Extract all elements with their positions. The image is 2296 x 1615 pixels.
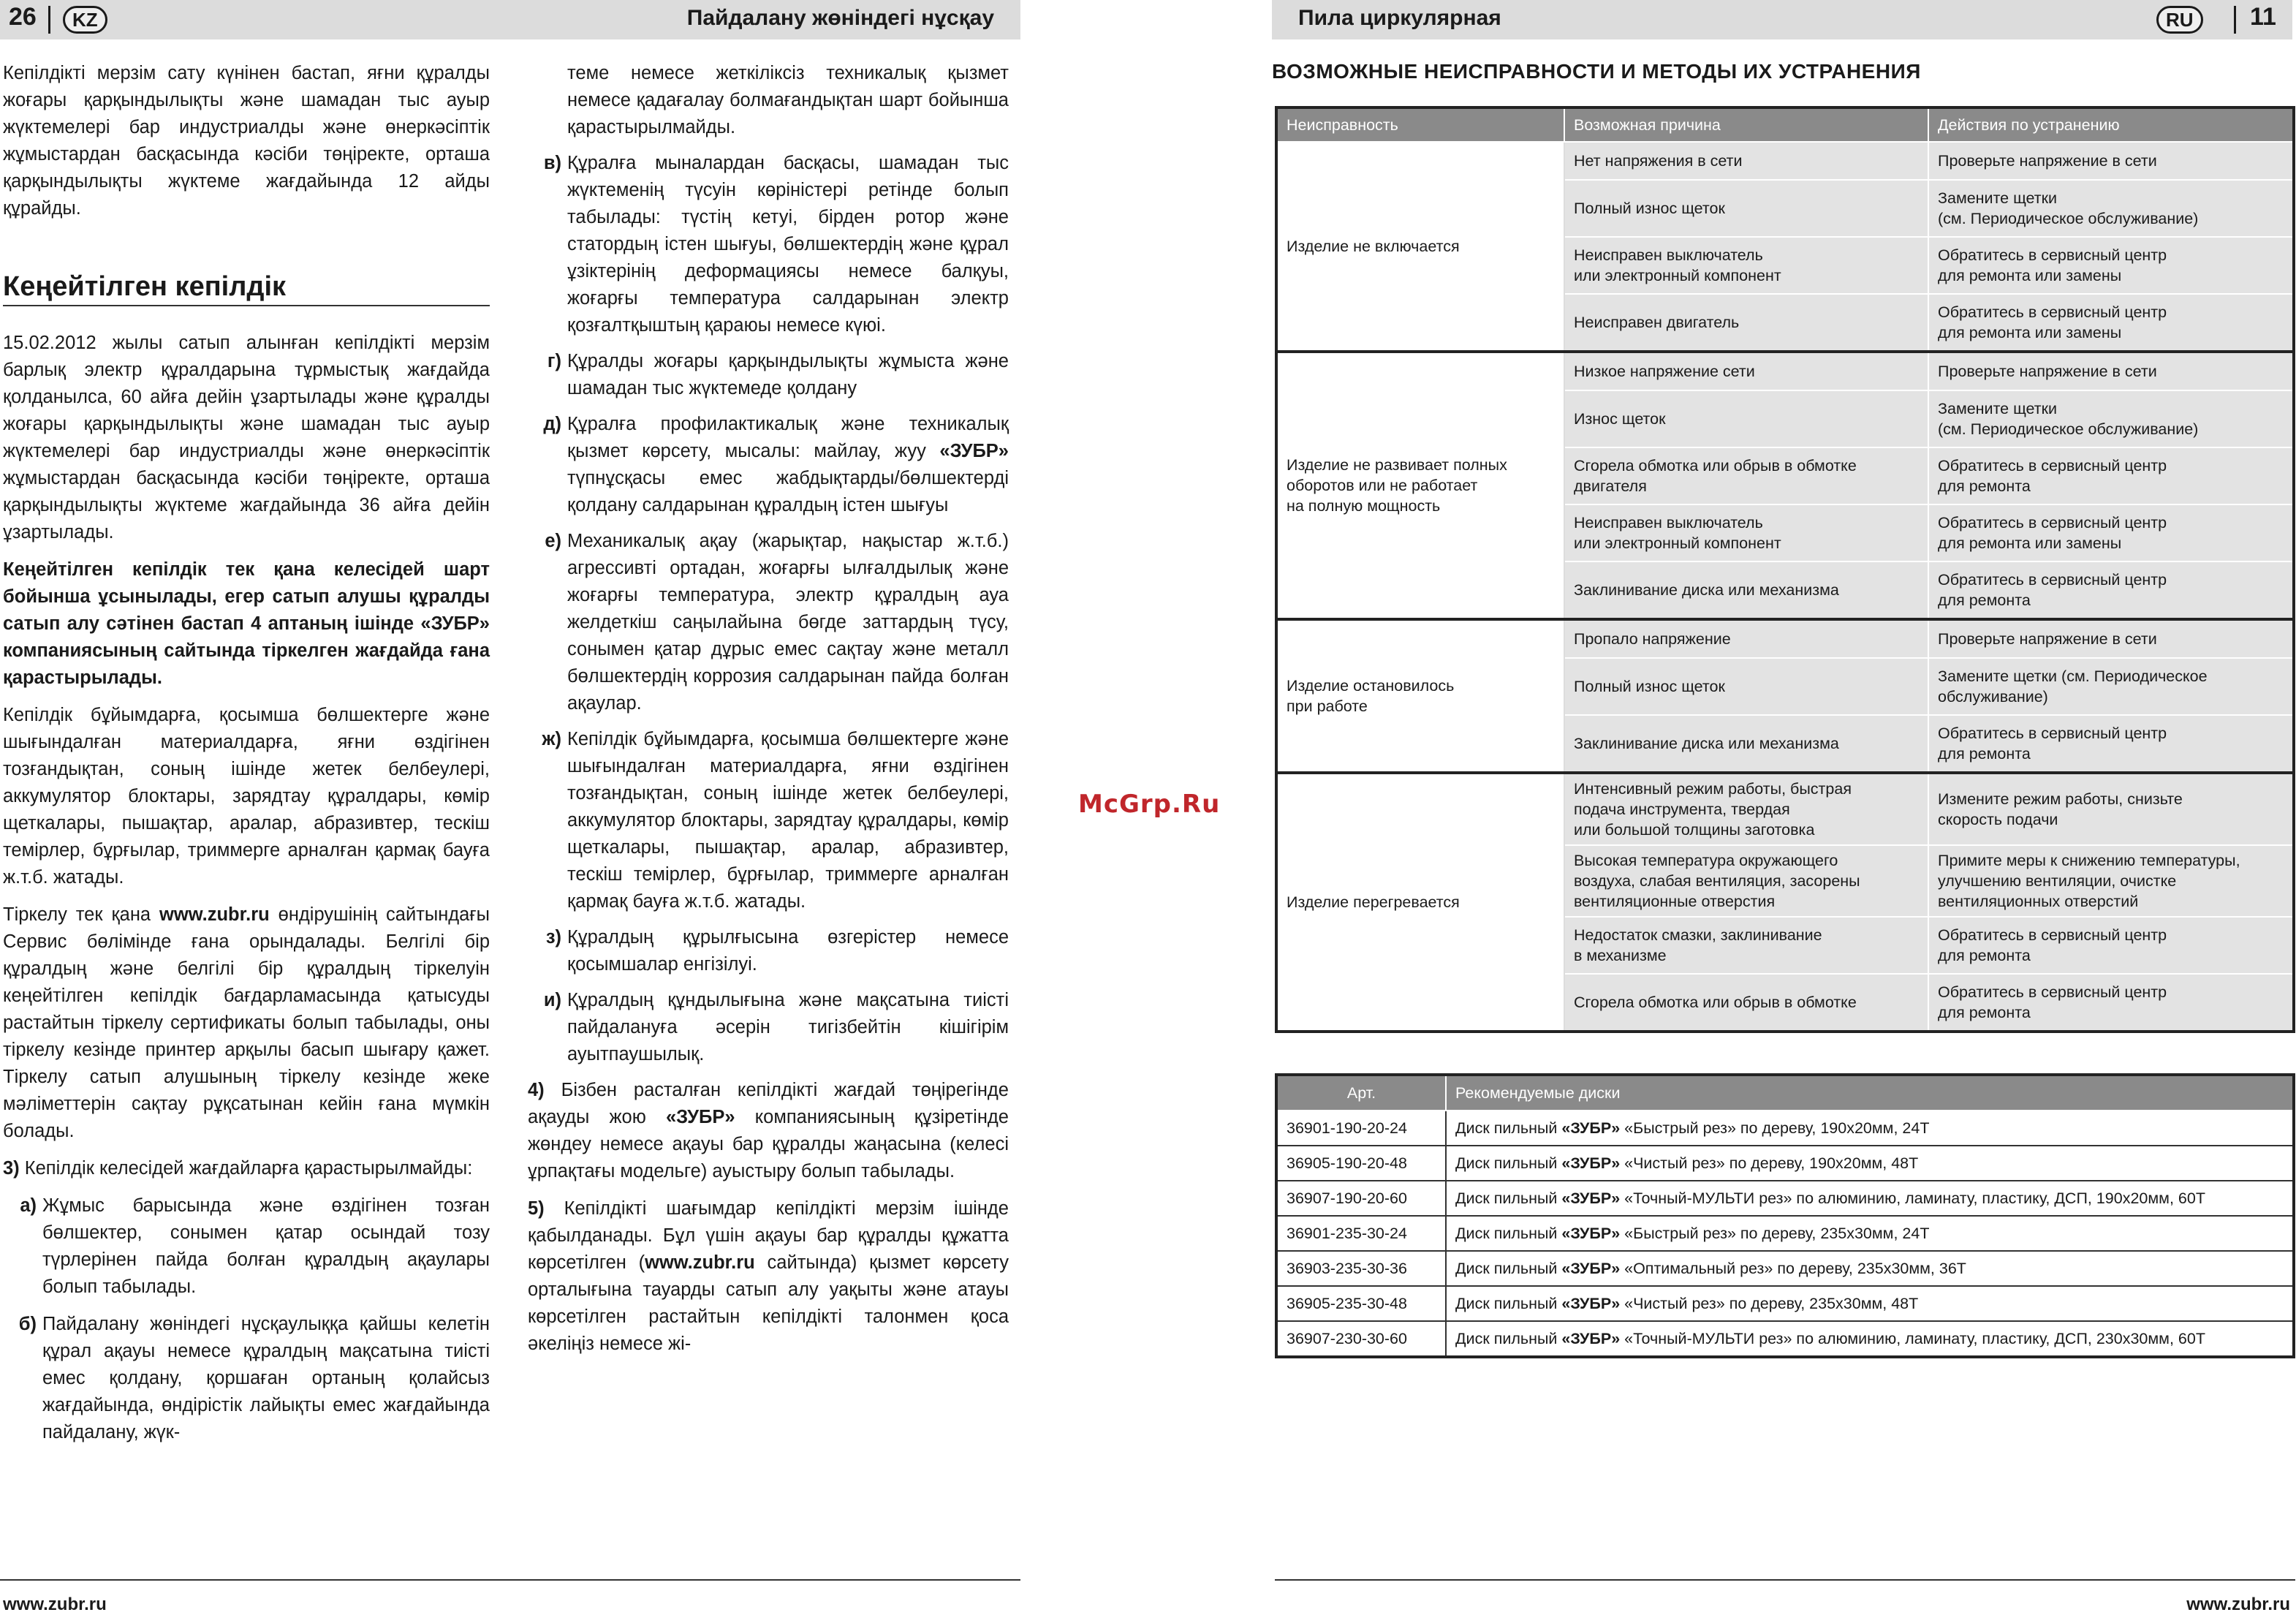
list-text: Құралға мыналардан басқасы, шамадан тыс жүктеменің түсуін көріністері ретінде болып табылады: түстің кетуі, бірден ротор және статордың істен шығуы, бөлшектердің және құрал ұзіктерінің деформациясы немесе балқуы, жоғарғы температура салдарынан электр қозғалтқыштың қараюы немесе күюі. (567, 153, 1009, 336)
right-lang-badge: RU (2156, 6, 2203, 34)
list-item-i (528, 987, 1009, 1068)
table-row (1276, 1251, 2294, 1286)
disc-cell (1446, 1216, 2294, 1251)
disc-text-post: «Точный-МУЛЬТИ рез» по алюминию, ламинату, пластику, ДСП, 190х20мм, 60Т (1620, 1189, 2205, 1207)
list-marker: ж) (542, 729, 561, 749)
cause-cell: Заклинивание диска или механизма (1564, 715, 1928, 773)
disc-text-pre: Диск пильный (1455, 1295, 1562, 1312)
list-text: Пайдалану жөніндегі нұсқаулыққа қайшы келетін құрал ақауы немесе құралдың мақсатына тиісті емес қолдану, қоршаған ортаның қолайсыз жағдайында, өндірістік лайықты емес жағдайында пайдалану, жүк- (42, 1314, 490, 1442)
action-cell: Обратитесь в сервисный центр для ремонта (1928, 974, 2294, 1032)
art-cell: 36903-235-30-36 (1276, 1251, 1446, 1286)
table-row (1276, 142, 2294, 180)
action-cell: Проверьте напряжение в сети (1928, 142, 2294, 180)
list-marker: б) (18, 1314, 37, 1334)
list-marker: д) (543, 414, 561, 434)
list-marker: в) (543, 153, 561, 173)
cause-cell: Низкое напряжение сети (1564, 352, 1928, 390)
left-header-title: Пайдалану жөніндегі нұсқау (686, 6, 994, 30)
action-cell: Обратитесь в сервисный центр для ремонта или замены (1928, 294, 2294, 352)
table-row (1276, 1286, 2294, 1321)
registration-paragraph (3, 901, 490, 1145)
cause-cell: Сгорела обмотка или обрыв в обмотке двигателя (1564, 447, 1928, 504)
disc-text-pre: Диск пильный (1455, 1154, 1562, 1172)
discs-table (1275, 1073, 2295, 1358)
cause-cell: Неисправен выключатель или электронный компонент (1564, 237, 1928, 294)
list-text: Кепілдік бұйымдарға, қосымша бөлшектерге және шығындалған материалдарға, яғни өздігінен тозғандықтан, соның ішінде жетек белбеулері, аккумулятор блоктары, зарядтау құралдары, көмір щеткалары, пышақтар, аралар, абразивтер, тескіш темірлер, бұрғылар, триммерге арналған қармақ бауға ж.т.б. жатады. (567, 729, 1009, 912)
paragraph-number: 4) (528, 1080, 545, 1100)
cause-cell: Недостаток смазки, заклинивание в механизме (1564, 917, 1928, 974)
left-column-2 (528, 60, 1009, 1368)
disc-text-post: «Точный-МУЛЬТИ рез» по алюминию, ламинату, пластику, ДСП, 230х30мм, 60Т (1620, 1330, 2205, 1347)
brand-name: «ЗУБР» (1561, 1295, 1621, 1312)
list-text: Жұмыс барысында және өздігінен тозған бөлшектер, сонымен қатар осындай тозу түрлерінен пайда болған құралдың ақаулары болып табылады. (42, 1195, 490, 1297)
exclusions-intro (3, 1155, 490, 1182)
table-row (1276, 1111, 2294, 1146)
troubleshooting-table (1275, 106, 2295, 1033)
list-text (567, 411, 1009, 519)
section-heading: Кеңейтілген кепілдік (3, 271, 287, 302)
disc-text-post: «Оптимальный рез» по дереву, 235х30мм, 36Т (1620, 1260, 1966, 1277)
action-cell: Измените режим работы, снизьте скорость подачи (1928, 773, 2294, 845)
list-marker: г) (547, 351, 561, 371)
condition-bold-text: Кеңейтілген кепілдік тек қана келесідей шарт бойынша ұсынылады, егер сатып алушы құралды сатып алу сәтінен бастап 4 аптаның ішінде «ЗУБР» компаниясының сайтында тіркелген жағдайда ғана қарастырылады. (3, 559, 490, 688)
paragraph-text-a: Бізбен расталған кепілдікті жағдай төңірегінде ақауды жою (528, 1080, 1009, 1127)
disc-text-pre: Диск пильный (1455, 1189, 1562, 1207)
consumables-paragraph: Кепілдік бұйымдарға, қосымша бөлшектерге және шығындалған материалдарға, яғни өздігінен тозғандықтан, соның ішінде жетек белбеулері, аккумулятор блоктары, зарядтау құралдары, көмір щеткалары, пышақтар, аралар, абразивтер, тескіш темірлер, бұрғылар, триммерге арналған қармақ бауға ж.т.б. жатады. (3, 705, 490, 888)
discs-body (1276, 1111, 2294, 1357)
list-marker: и) (543, 990, 561, 1010)
right-page (1272, 0, 2296, 1615)
action-cell: Проверьте напряжение в сети (1928, 352, 2294, 390)
disc-cell (1446, 1181, 2294, 1216)
disc-text-post: «Быстрый рез» по дереву, 235х30мм, 24Т (1620, 1225, 1930, 1242)
brand-name: «ЗУБР» (1561, 1119, 1621, 1137)
disc-text-post: «Быстрый рез» по дереву, 190х20мм, 24Т (1620, 1119, 1930, 1137)
action-cell: Обратитесь в сервисный центр для ремонта или замены (1928, 504, 2294, 561)
brand-name: «ЗУБР» (1561, 1330, 1621, 1347)
table-row (1276, 619, 2294, 658)
list-marker: з) (545, 927, 561, 948)
right-header-bar (1272, 0, 2292, 39)
disc-cell (1446, 1251, 2294, 1286)
paragraph-text-b: компаниясының құзіретінде жөндеу немесе ақауы бар құралды жаңасына (келесі ұрпақтағы модельге) ауыстыру болып табылады. (528, 1107, 1009, 1181)
disc-text-pre: Диск пильный (1455, 1330, 1562, 1347)
left-header-bar (0, 0, 1020, 39)
right-header-title: Пила циркулярная (1298, 6, 1501, 30)
disc-cell (1446, 1111, 2294, 1146)
right-page-number: 11 (2250, 3, 2276, 31)
art-cell: 36907-230-30-60 (1276, 1321, 1446, 1357)
exclusions-number: 3) (3, 1158, 20, 1179)
warranty-paragraph: Кепілдікті мерзім сату күнінен бастап, яғни құралды жоғары қарқындылықты және шамадан тыс ауыр жүктемелері бар индустриалды және өнеркәсіптік жұмыстардан басқасында кәсіби төңіректе, орташа қарқындылықты жүктеме жағдайында 12 айды құрайды. (3, 63, 490, 219)
col-header-discs: Рекомендуемые диски (1446, 1075, 2294, 1111)
action-cell: Обратитесь в сервисный центр для ремонта (1928, 917, 2294, 974)
right-header-separator (2234, 6, 2236, 34)
action-cell: Обратитесь в сервисный центр для ремонта или замены (1928, 237, 2294, 294)
col-header-art: Арт. (1276, 1075, 1446, 1111)
cause-cell: Полный износ щеток (1564, 658, 1928, 715)
list-item-e (528, 528, 1009, 717)
list-text: Құралды жоғары қарқындылықты жұмыста және шамадан тыс жүктемеде қолдану (567, 351, 1009, 398)
list-text-a: Құралға профилактикалық және техникалық қызмет көрсету, мысалы: майлау, жуу (567, 414, 1009, 461)
registration-text-b: өндірушінің сайтындағы Сервис бөлімінде ғана орындалады. Белгілі бір құралдың және белгілі бір құралдың тіркелуін кеңейтілген кепілдік бағдарламасында қатысуды растайтын тіркелу сертификаты болып табылады, оны тіркелу кезінде принтер арқылы басып шығару қажет. Тіркелу сатып алушының тіркелу кезінде жеке мәліметтерін сақтау рұқсатынан кейін ғана мүмкін болады. (3, 904, 490, 1141)
table-row (1276, 1321, 2294, 1357)
list-text: Құралдың құндылығына және мақсатына тиісті пайдалануға әсерін тигізбейтін кішігірім ауытпаушылық. (567, 990, 1009, 1064)
art-cell: 36901-190-20-24 (1276, 1111, 1446, 1146)
cause-cell: Пропало напряжение (1564, 619, 1928, 658)
left-page (0, 0, 1023, 1615)
disc-text-pre: Диск пильный (1455, 1260, 1562, 1277)
troubleshooting-title: ВОЗМОЖНЫЕ НЕИСПРАВНОСТИ И МЕТОДЫ ИХ УСТРАНЕНИЯ (1272, 60, 1921, 83)
list-item-a (3, 1192, 490, 1301)
fault-cell: Изделие остановилось при работе (1276, 619, 1564, 773)
troubleshooting-body (1276, 142, 2294, 1032)
disc-text-pre: Диск пильный (1455, 1225, 1562, 1242)
left-lang-badge: KZ (63, 6, 107, 34)
list-item-zh (528, 726, 1009, 915)
watermark: McGrp.Ru (1078, 790, 1221, 819)
brand-name: «ЗУБР» (1561, 1260, 1621, 1277)
disc-text-post: «Чистый рез» по дереву, 190х20мм, 48Т (1620, 1154, 1919, 1172)
action-cell: Проверьте напряжение в сети (1928, 619, 2294, 658)
cause-cell: Полный износ щеток (1564, 180, 1928, 237)
right-footer-url[interactable]: www.zubr.ru (2186, 1595, 2290, 1614)
exclusions-text: Кепілдік келесідей жағдайларға қарастырылмайды: (19, 1158, 473, 1179)
cause-cell: Высокая температура окружающего воздуха, слабая вентиляция, засорены вентиляционные отверстия (1564, 845, 1928, 917)
service-url[interactable]: www.zubr.ru (645, 1252, 755, 1273)
fault-cell: Изделие не включается (1276, 142, 1564, 352)
action-cell: Обратитесь в сервисный центр для ремонта (1928, 447, 2294, 504)
action-cell: Примите меры к снижению температуры, улучшению вентиляции, очистке вентиляционных отверстий (1928, 845, 2294, 917)
brand-name: «ЗУБР» (1561, 1154, 1621, 1172)
cause-cell: Сгорела обмотка или обрыв в обмотке (1564, 974, 1928, 1032)
right-footer-rule (1275, 1579, 2295, 1581)
left-footer-url[interactable]: www.zubr.ru (3, 1595, 107, 1614)
col-header-cause: Возможная причина (1564, 107, 1928, 142)
list-text: теме немесе жеткіліксіз техникалық қызмет немесе қадағалау болмағандықтан шарт бойынша қарастырылмайды. (567, 63, 1009, 137)
disc-cell (1446, 1321, 2294, 1357)
cause-cell: Заклинивание диска или механизма (1564, 561, 1928, 619)
table-row (1276, 773, 2294, 845)
left-header-separator (48, 6, 50, 34)
left-column-1 (3, 60, 490, 1446)
table-row (1276, 1181, 2294, 1216)
disc-cell (1446, 1286, 2294, 1321)
paragraph-text-a: Кепілдікті шағымдар кепілдікті мерзім ішінде қабылданады. Бұл үшін ақауы бар құралды құжатта көрсетілген ( (528, 1198, 1009, 1273)
action-cell: Замените щетки (см. Периодическое обслуживание) (1928, 180, 2294, 237)
art-cell: 36901-235-30-24 (1276, 1216, 1446, 1251)
list-text: Механикалық ақау (жарықтар, нақыстар ж.т.б.) агрессивті ортадан, жоғарғы ылғалдылық және жоғарғы температура, электр құралдың ауа желдеткіш саңылайына бөгде заттардың түсу, сонымен қатар дұрыс емес сақтау және металл бөлшектердің коррозия салдарынан пайда болған ақаулар. (567, 531, 1009, 714)
table-row (1276, 352, 2294, 390)
action-cell: Замените щетки (см. Периодическое обслуживание) (1928, 658, 2294, 715)
paragraph-number: 5) (528, 1198, 545, 1219)
art-cell: 36907-190-20-60 (1276, 1181, 1446, 1216)
list-marker: а) (20, 1195, 37, 1216)
cause-cell: Неисправен выключатель или электронный компонент (1564, 504, 1928, 561)
list-item-z (528, 924, 1009, 978)
list-item-b (3, 1311, 490, 1446)
brand-name: «ЗУБР» (1561, 1189, 1621, 1207)
list-item-d (528, 411, 1009, 519)
list-text-b: түпнұсқасы емес жабдықтарды/бөлшектерді қолдану салдарынан құралдың істен шығуы (567, 468, 1009, 515)
list-text: Құралдың құрылғысына өзгерістер немесе қосымшалар енгізілуі. (567, 927, 1009, 975)
fault-cell: Изделие не развивает полных оборотов или не работает на полную мощность (1276, 352, 1564, 619)
list-item-g (528, 348, 1009, 402)
art-cell: 36905-235-30-48 (1276, 1286, 1446, 1321)
disc-text-post: «Чистый рез» по дереву, 235х30мм, 48Т (1620, 1295, 1919, 1312)
cause-cell: Износ щеток (1564, 390, 1928, 447)
cause-cell: Нет напряжения в сети (1564, 142, 1928, 180)
cause-cell: Интенсивный режим работы, быстрая подача инструмента, твердая или большой толщины заготовка (1564, 773, 1928, 845)
art-cell: 36905-190-20-48 (1276, 1146, 1446, 1181)
action-cell: Обратитесь в сервисный центр для ремонта (1928, 561, 2294, 619)
disc-cell (1446, 1146, 2294, 1181)
extended-warranty-condition (3, 556, 490, 692)
list-marker-empty (528, 60, 567, 141)
registration-url[interactable]: www.zubr.ru (159, 904, 270, 925)
table-row (1276, 1216, 2294, 1251)
paragraph-4 (528, 1077, 1009, 1185)
extended-warranty-paragraph: 15.02.2012 жылы сатып алынған кепілдікті мерзім барлық электр құралдарына тұрмыстық жағдайда қолданылса, 60 айға дейін ұзартылады және құралды жоғары қарқындылықты және шамадан тыс ауыр жүктемелері бар индустриалды және өнеркәсіптік жұмыстардан басқасында кәсіби төңіректе, орташа қарқындылықты жүктеме жағдайында 36 айға дейін ұзартылады. (3, 333, 490, 542)
left-page-number: 26 (9, 3, 37, 31)
table-row (1276, 1146, 2294, 1181)
paragraph-text-b: сайтында) қызмет көрсету орталығына тауарды сатып алу уақыты және атауы көрсетілген растайтын кепілдікті талонмен қоса әкеліңіз немесе жі- (528, 1252, 1009, 1354)
brand-name: «ЗУБР» (939, 441, 1009, 461)
list-item-b-continued (528, 60, 1009, 141)
list-marker: е) (545, 531, 561, 551)
heading-rule (3, 305, 490, 306)
list-item-v (528, 150, 1009, 339)
left-footer-rule (0, 1579, 1020, 1581)
table-header-row (1276, 1075, 2294, 1111)
action-cell: Обратитесь в сервисный центр для ремонта (1928, 715, 2294, 773)
brand-name: «ЗУБР» (1561, 1225, 1621, 1242)
col-header-action: Действия по устранению (1928, 107, 2294, 142)
cause-cell: Неисправен двигатель (1564, 294, 1928, 352)
action-cell: Замените щетки (см. Периодическое обслуживание) (1928, 390, 2294, 447)
paragraph-5 (528, 1195, 1009, 1358)
brand-name: «ЗУБР» (666, 1107, 735, 1127)
table-header-row (1276, 107, 2294, 142)
fault-cell: Изделие перегревается (1276, 773, 1564, 1032)
col-header-fault: Неисправность (1276, 107, 1564, 142)
disc-text-pre: Диск пильный (1455, 1119, 1562, 1137)
registration-text-a: Тіркелу тек қана (3, 904, 160, 925)
